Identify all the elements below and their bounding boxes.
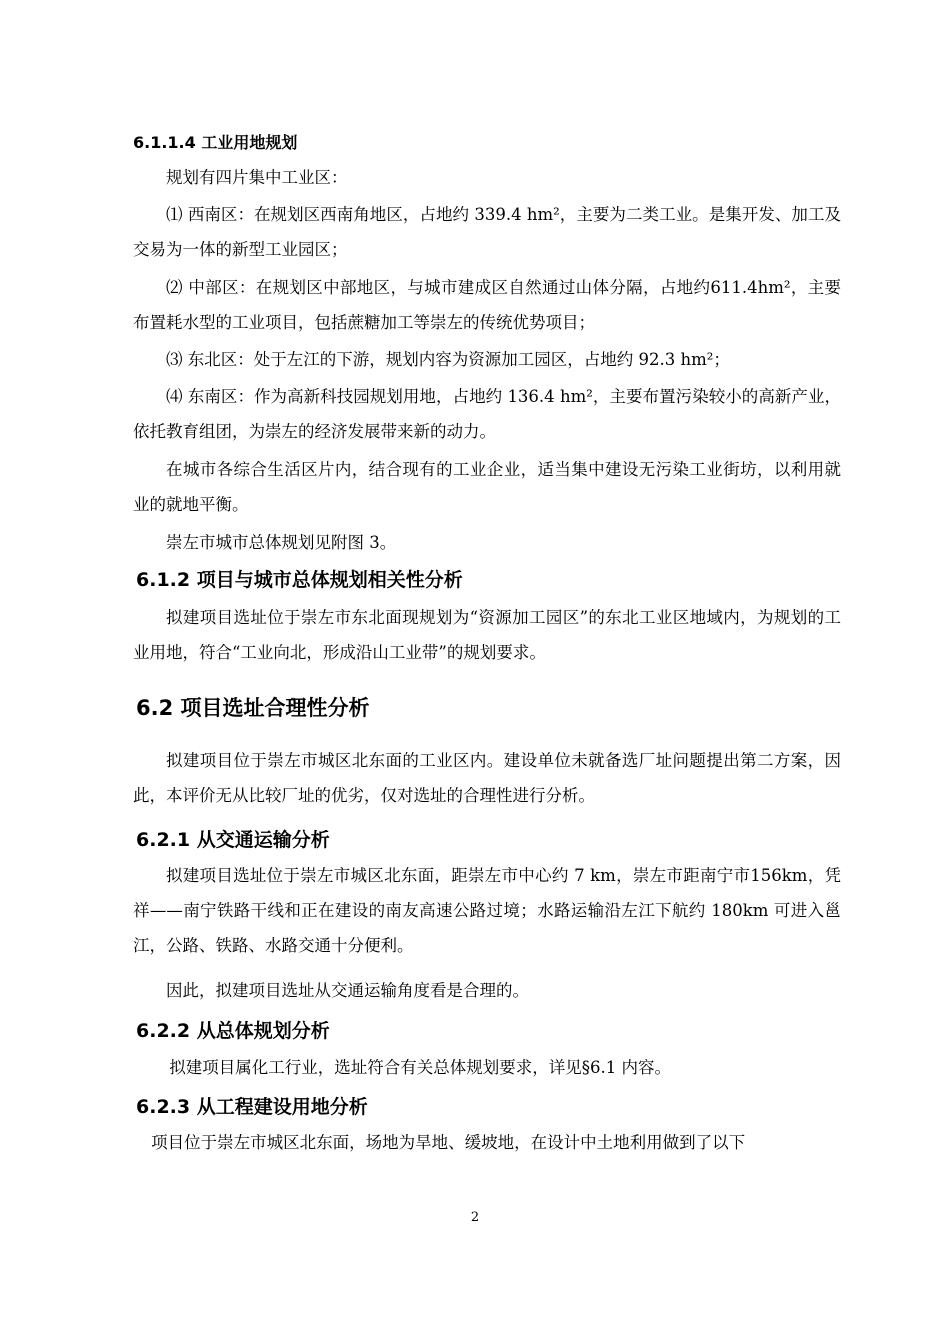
section-heading-6-1-2: 6.1.2 项目与城市总体规划相关性分析 xyxy=(136,569,463,591)
paragraph-6-2-2: 拟建项目属化工行业，选址符合有关总体规划要求，详见§6.1 内容。 xyxy=(169,1058,672,1077)
section-heading-6-2-3: 6.2.3 从工程建设用地分析 xyxy=(136,1096,368,1118)
paragraph-living-districts: 在城市各综合生活区片内，结合现有的工业企业，适当集中建设无污染工业街坊，以利用就业的就地平衡。 xyxy=(133,460,841,514)
section-heading-6-2-2: 6.2.2 从总体规划分析 xyxy=(136,1020,330,1042)
page-number: 2 xyxy=(470,1210,480,1225)
paragraph-northeast-zone: ⑶ 东北区：处于左江的下游，规划内容为资源加工园区，占地约 92.3 hm²； xyxy=(166,350,730,369)
paragraph-southeast-zone: ⑷ 东南区：作为高新科技园规划用地，占地约 136.4 hm²，主要布置污染较小的高新产业，依托教育组团，为崇左的经济发展带来新的动力。 xyxy=(133,387,841,441)
paragraph-appendix-ref: 崇左市城市总体规划见附图 3。 xyxy=(166,533,397,552)
paragraph-6-2-3: 项目位于崇左市城区北东面，场地为旱地、缓坡地，在设计中土地利用做到了以下 xyxy=(151,1133,746,1152)
paragraph-6-1-2: 拟建项目选址位于崇左市东北面现规划为“资源加工园区”的东北工业区地域内，为规划的工业用地，符合“工业向北，形成沿山工业带”的规划要求。 xyxy=(133,608,841,662)
paragraph-6-2-1: 拟建项目选址位于崇左市城区北东面，距崇左市中心约 7 km，崇左市距南宁市156km，凭祥——南宁铁路干线和正在建设的南友高速公路过境；水路运输沿左江下航约 180km 可进入邕江，公路、铁路、水路交通十分便利。 xyxy=(133,866,841,955)
section-heading-6-2-1: 6.2.1 从交通运输分析 xyxy=(136,829,330,851)
section-heading-6-2: 6.2 项目选址合理性分析 xyxy=(136,696,370,720)
paragraph-6-2: 拟建项目位于崇左市城区北东面的工业区内。建设单位未就备选厂址问题提出第二方案，因此，本评价无从比较厂址的优劣，仅对选址的合理性进行分析。 xyxy=(133,751,841,805)
paragraph-6-2-1-conclusion: 因此，拟建项目选址从交通运输角度看是合理的。 xyxy=(166,981,529,1000)
paragraph-intro: 规划有四片集中工业区： xyxy=(166,168,348,187)
section-heading-6-1-1-4: 6.1.1.4 工业用地规划 xyxy=(133,133,298,152)
paragraph-central-zone: ⑵ 中部区：在规划区中部地区，与城市建成区自然通过山体分隔，占地约611.4hm²，主要布置耗水型的工业项目，包括蔗糖加工等崇左的传统优势项目； xyxy=(133,278,841,332)
paragraph-southwest-zone: ⑴ 西南区：在规划区西南角地区，占地约 339.4 hm²，主要为二类工业。是集开发、加工及交易为一体的新型工业园区； xyxy=(133,205,841,259)
